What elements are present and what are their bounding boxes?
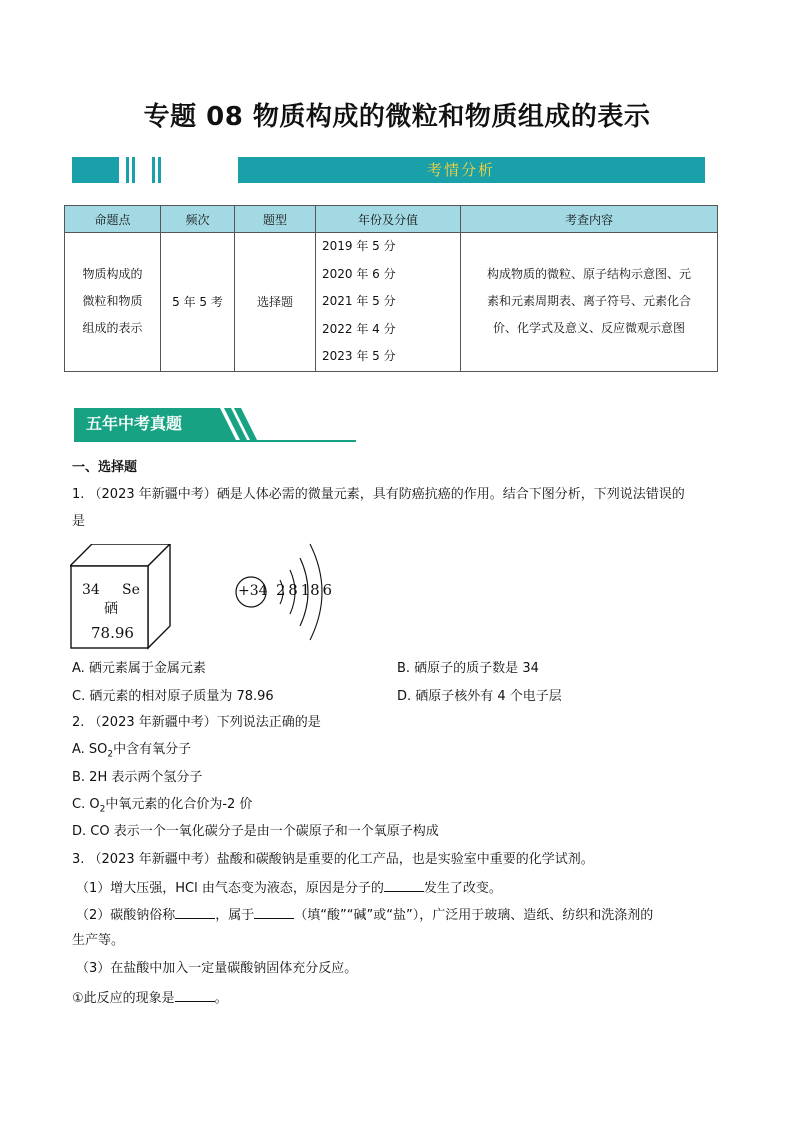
badge-label: 五年中考真题 xyxy=(86,414,183,433)
banner-stripe xyxy=(126,157,129,183)
page-title: 专题 08 物质构成的微粒和物质组成的表示 xyxy=(143,102,651,132)
section-badge xyxy=(74,408,356,442)
q1-stem-line1: 1. （2023 年新疆中考）硒是人体必需的微量元素，具有防癌抗癌的作用。结合下图分析，下列说法错误的 xyxy=(72,487,685,502)
banner-stripe xyxy=(158,157,161,183)
table-header-row xyxy=(65,206,718,233)
answer-blank[interactable] xyxy=(175,904,215,919)
content-line: 素和元素周期表、离子符号、元素化合 xyxy=(486,294,691,309)
year-score: 2022 年 4 分 xyxy=(322,321,396,336)
q3-part1 xyxy=(76,877,502,899)
q3-part2 xyxy=(76,904,653,926)
q2-c-text: C. O xyxy=(72,797,100,812)
table-header: 年份及分值 xyxy=(316,206,461,233)
q3-sub1-text: ①此反应的现象是 xyxy=(72,991,175,1006)
content-line: 价、化学式及意义、反应微观示意图 xyxy=(492,321,685,336)
atom-nucleus: +34 xyxy=(238,583,268,599)
banner-stripe xyxy=(650,157,653,183)
q2-option-b: B. 2H 表示两个氢分子 xyxy=(72,770,203,785)
q2-stem: 2. （2023 年新疆中考）下列说法正确的是 xyxy=(72,715,321,730)
content-line: 构成物质的微粒、原子结构示意图、元 xyxy=(486,267,691,282)
q1-option-c: C. 硒元素的相对原子质量为 78.96 xyxy=(72,689,274,704)
answer-blank[interactable] xyxy=(254,904,294,919)
badge-fill xyxy=(74,408,212,440)
q3-sub1-text-end: 。 xyxy=(214,991,228,1006)
topic-line: 组成的表示 xyxy=(82,321,143,336)
q1-option-b: B. 硒原子的质子数是 34 xyxy=(397,661,539,676)
banner-stripe xyxy=(624,157,627,183)
q2-c-subscript: 2 xyxy=(99,804,106,815)
q2-a-text-end: 中含有氧分子 xyxy=(113,742,192,757)
q2-a-text: A. SO xyxy=(72,742,108,757)
topic-line: 物质构成的 xyxy=(82,267,143,282)
banner-label: 考情分析 xyxy=(426,161,495,179)
answer-blank[interactable] xyxy=(175,987,215,1002)
content-cell xyxy=(461,233,718,372)
topic-line: 微粒和物质 xyxy=(82,294,143,309)
banner-stripe xyxy=(152,157,155,183)
q3-part2-text: ，属于 xyxy=(215,908,255,923)
banner-stripe xyxy=(644,157,647,183)
banner-stripe xyxy=(132,157,135,183)
year-score: 2023 年 5 分 xyxy=(322,349,396,363)
section-heading: 一、选择题 xyxy=(72,460,138,475)
table-header: 考查内容 xyxy=(461,206,718,233)
table-header: 题型 xyxy=(235,206,316,233)
banner-right-bar xyxy=(658,157,705,183)
year-score: 2020 年 6 分 xyxy=(322,266,396,281)
section-banner xyxy=(72,157,705,183)
element-mass: 78.96 xyxy=(91,624,134,642)
banner-left-bar xyxy=(72,157,119,183)
exam-info-table xyxy=(64,205,718,372)
table-header: 频次 xyxy=(161,206,235,233)
table-header: 命题点 xyxy=(65,206,161,233)
topic-cell xyxy=(65,233,161,372)
atom-shells: 2 8 18 6 xyxy=(276,581,333,599)
q3-stem: 3. （2023 年新疆中考）盐酸和碳酸钠是重要的化工产品，也是实验室中重要的化学试剂。 xyxy=(72,852,594,867)
q2-option-d: D. CO 表示一个一氧化碳分子是由一个碳原子和一个氧原子构成 xyxy=(72,824,439,839)
badge-underline xyxy=(74,440,356,442)
q2-option-c xyxy=(72,795,252,820)
year-score: 2019 年 5 分 xyxy=(322,239,396,253)
q3-part2-line2: 生产等。 xyxy=(72,933,125,948)
answer-blank[interactable] xyxy=(384,877,424,892)
q3-part2-text: （填“酸”“碱”或“盐”），广泛用于玻璃、造纸、纺织和洗涤剂的 xyxy=(294,908,654,923)
q1-option-d: D. 硒原子核外有 4 个电子层 xyxy=(397,689,562,704)
q1-option-a: A. 硒元素属于金属元素 xyxy=(72,661,206,676)
q2-a-subscript: 2 xyxy=(107,749,114,760)
badge-slash-icon xyxy=(212,408,260,440)
q3-part1-text-end: 发生了改变。 xyxy=(423,881,502,896)
q3-part1-text: （1）增大压强，HCl 由气态变为液态，原因是分子的 xyxy=(76,881,384,896)
q1-stem-line2: 是 xyxy=(72,514,86,529)
banner-stripe xyxy=(618,157,621,183)
q2-c-text-end: 中氧元素的化合价为-2 价 xyxy=(105,797,253,812)
element-symbol: Se xyxy=(122,582,140,598)
year-score: 2021 年 5 分 xyxy=(322,294,396,308)
q3-part3: （3）在盐酸中加入一定量碳酸钠固体充分反应。 xyxy=(76,961,358,976)
element-name: 硒 xyxy=(104,601,118,617)
years-cell xyxy=(316,233,461,372)
q3-part3-sub1 xyxy=(72,987,228,1009)
type-cell: 选择题 xyxy=(235,233,316,372)
q2-option-a xyxy=(72,740,191,765)
frequency-cell: 5 年 5 考 xyxy=(161,233,235,372)
table-row xyxy=(65,233,718,372)
element-number: 34 xyxy=(82,582,100,598)
q3-part2-text: （2）碳酸钠俗称 xyxy=(76,908,176,923)
